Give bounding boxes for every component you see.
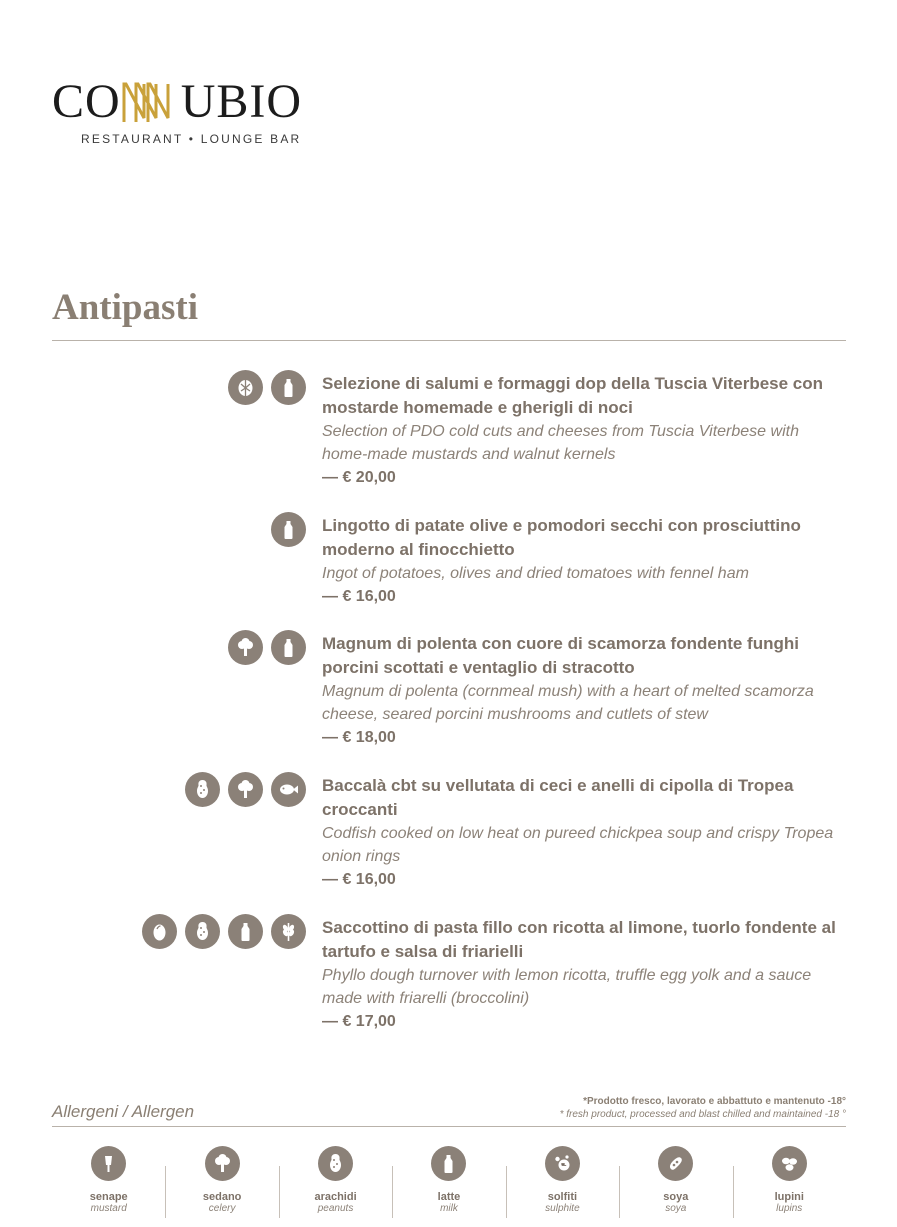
egg-icon: [142, 914, 177, 949]
milk-icon: [431, 1146, 466, 1181]
allergen-divider: [52, 1126, 846, 1127]
note-english: * fresh product, processed and blast chilled and maintained -18 °: [559, 1109, 846, 1120]
legend-label-italian: latte: [437, 1191, 461, 1203]
dish-name-italian: Magnum di polenta con cuore di scamorza fondente funghi porcini scottati e ventaglio di stracotto: [322, 634, 799, 677]
legend-item-sulphite: [506, 1142, 619, 1222]
dish-description-english: Ingot of potatoes, olives and dried tomatoes with fennel ham: [322, 565, 749, 582]
mustard-icon: [91, 1146, 126, 1181]
dish-description-english: Magnum di polenta (cornmeal mush) with a heart of melted scamorza cheese, seared porcini mushrooms and cutlets of stew: [322, 683, 814, 723]
logo-text-start: CO: [52, 75, 121, 128]
legend-label-italian: soya: [663, 1191, 689, 1203]
legend-item-peanuts: [279, 1142, 392, 1222]
legend-label-english: mustard: [90, 1203, 127, 1214]
legend-item-soya: [619, 1142, 732, 1222]
allergen-legend: [52, 1142, 846, 1222]
section-divider: [52, 340, 846, 341]
milk-icon: [271, 370, 306, 405]
legend-item-lupins: [733, 1142, 846, 1222]
menu-item: [322, 774, 846, 892]
allergen-title: Allergeni / Allergen: [52, 1102, 195, 1121]
legend-label-italian: senape: [89, 1191, 128, 1203]
legend-label-english: sulphite: [545, 1203, 580, 1214]
allergen-icons: [228, 630, 306, 665]
brand-logo: [52, 75, 312, 146]
gluten-icon: [271, 914, 306, 949]
menu-item: [322, 514, 846, 609]
milk-icon: [271, 630, 306, 665]
menu-item: [322, 632, 846, 750]
logo-nn-mark: [122, 82, 180, 122]
celery-icon: [228, 772, 263, 807]
legend-label-english: peanuts: [317, 1203, 354, 1214]
dish-price: — € 20,00: [322, 469, 396, 486]
logo-text-end: UBIO: [180, 75, 303, 128]
legend-label-english: milk: [440, 1203, 458, 1214]
dish-description-english: Selection of PDO cold cuts and cheeses from Tuscia Viterbese with home-made mustards and walnut kernels: [322, 423, 799, 463]
legend-label-english: celery: [208, 1203, 236, 1214]
section-title: Antipasti: [52, 287, 198, 328]
dish-name-italian: Lingotto di patate olive e pomodori secchi con prosciuttino moderno al finocchietto: [322, 516, 801, 559]
lupins-icon: [772, 1146, 807, 1181]
dish-name-italian: Baccalà cbt su vellutata di ceci e anelli di cipolla di Tropea croccanti: [322, 776, 794, 819]
dish-price: — € 16,00: [322, 871, 396, 888]
dish-price: — € 16,00: [322, 588, 396, 605]
peanuts-icon: [318, 1146, 353, 1181]
nuts-icon: [228, 370, 263, 405]
allergen-icons: [271, 512, 306, 547]
legend-label-italian: sedano: [202, 1191, 242, 1203]
dish-description-english: Codfish cooked on low heat on pureed chickpea soup and crispy Tropea onion rings: [322, 825, 834, 865]
legend-label-italian: solfiti: [547, 1191, 578, 1203]
note-italian: *Prodotto fresco, lavorato e abbattuto e mantenuto -18°: [583, 1096, 846, 1107]
celery-icon: [205, 1146, 240, 1181]
legend-label-italian: lupini: [774, 1191, 804, 1203]
allergen-icons: [228, 370, 306, 405]
dish-description-english: Phyllo dough turnover with lemon ricotta, truffle egg yolk and a sauce made with friarelli (broccolini): [322, 967, 812, 1007]
logo-tagline: RESTAURANT • LOUNGE BAR: [81, 132, 302, 146]
legend-label-italian: arachidi: [314, 1191, 357, 1203]
legend-item-mustard: [52, 1142, 165, 1222]
sulphite-icon: [545, 1146, 580, 1181]
legend-item-milk: [392, 1142, 505, 1222]
dish-name-italian: Selezione di salumi e formaggi dop della Tuscia Viterbese con mostarde homemade e gherigli di noci: [322, 374, 824, 417]
logo-wordmark: [52, 75, 312, 128]
dish-price: — € 17,00: [322, 1013, 396, 1030]
menu-item: [322, 916, 846, 1034]
fish-icon: [271, 772, 306, 807]
legend-label-english: soya: [665, 1203, 687, 1214]
soya-icon: [658, 1146, 693, 1181]
celery-icon: [228, 630, 263, 665]
peanuts-icon: [185, 772, 220, 807]
dish-name-italian: Saccottino di pasta fillo con ricotta al limone, tuorlo fondente al tartufo e salsa di friarielli: [322, 918, 836, 961]
milk-icon: [271, 512, 306, 547]
peanuts-icon: [185, 914, 220, 949]
dish-price: — € 18,00: [322, 729, 396, 746]
milk-icon: [228, 914, 263, 949]
allergen-icons: [185, 772, 306, 807]
menu-item: [322, 372, 846, 490]
allergen-icons: [142, 914, 306, 949]
legend-item-celery: [165, 1142, 278, 1222]
legend-label-english: lupins: [776, 1203, 803, 1214]
